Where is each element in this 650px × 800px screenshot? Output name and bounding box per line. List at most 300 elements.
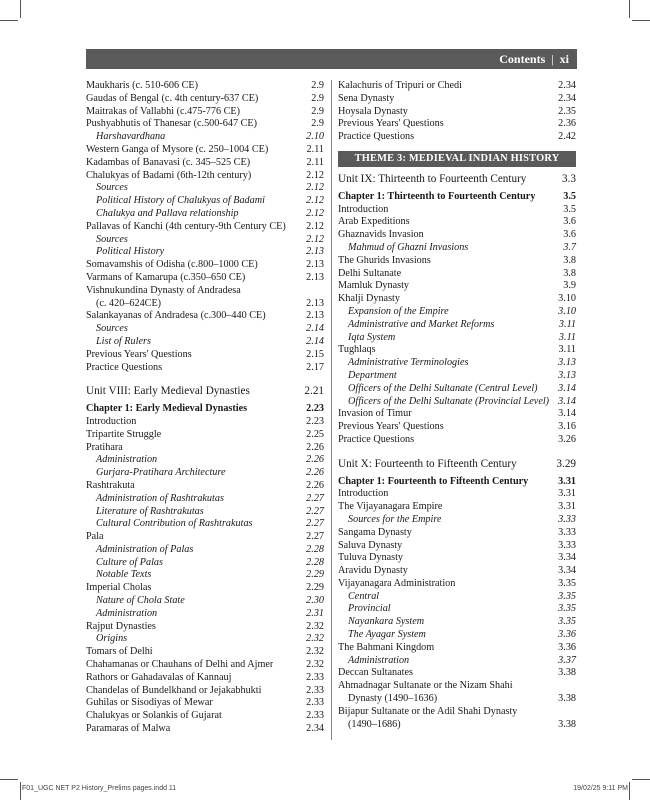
- toc-entry-page: 3.38: [558, 693, 576, 705]
- toc-entry-page: 2.32: [306, 659, 324, 671]
- toc-entry-page: 3.14: [558, 395, 576, 407]
- toc-entry-label: The Ghurids Invasions: [338, 254, 431, 266]
- toc-entry: [338, 552, 576, 565]
- toc-right-top-list: [338, 80, 576, 144]
- toc-entry-label: Chahamanas or Chauhans of Delhi and Ajmer: [86, 659, 274, 671]
- toc-entry: [86, 480, 324, 493]
- toc-entry-label: Administration: [96, 454, 158, 466]
- toc-entry: [86, 608, 324, 621]
- footer-timestamp: 19/02/25 9:11 PM: [573, 785, 628, 792]
- toc-entry-label: Introduction: [86, 415, 137, 427]
- toc-entry-page: 2.27: [306, 505, 324, 517]
- toc-entry-page: 3.6: [563, 229, 576, 241]
- toc-right-main-list: [338, 173, 576, 731]
- toc-entry: [86, 454, 324, 467]
- toc-entry-label: Invasion of Timur: [338, 408, 412, 420]
- toc-entry-label: Guhilas or Sisodiyas of Mewar: [86, 697, 213, 709]
- toc-entry-label: Administration of Rashtrakutas: [96, 492, 224, 504]
- toc-entry-label: Expansion of the Empire: [348, 305, 449, 317]
- toc-entry: [338, 306, 576, 319]
- toc-entry: [86, 182, 324, 195]
- toc-entry-page: 2.12: [306, 233, 324, 245]
- toc-entry-label: Tomars of Delhi: [86, 646, 153, 658]
- toc-entry-page: 2.33: [306, 684, 324, 696]
- toc-entry-page: 2.12: [306, 195, 324, 207]
- toc-entry-label: Provincial: [348, 603, 391, 615]
- toc-entry: [86, 131, 324, 144]
- toc-entry-page: 3.11: [558, 344, 576, 356]
- toc-entry-page: 3.31: [558, 501, 576, 513]
- column-divider: [331, 80, 332, 740]
- toc-entry-page: 2.31: [306, 607, 324, 619]
- running-header: [86, 49, 577, 69]
- toc-entry-label: Vijayanagara Administration: [338, 577, 456, 589]
- toc-entry: [338, 370, 576, 383]
- toc-entry-label: Practice Questions: [86, 361, 163, 373]
- toc-entry-page: 2.9: [311, 105, 324, 117]
- toc-entry: [86, 429, 324, 442]
- toc-entry: [86, 442, 324, 455]
- toc-entry-label: Administration: [96, 607, 158, 619]
- crop-mark: [632, 20, 650, 21]
- toc-entry: [86, 221, 324, 234]
- toc-entry-page: 2.11: [306, 143, 324, 155]
- toc-entry: [86, 246, 324, 259]
- toc-entry: [86, 259, 324, 272]
- toc-entry-label: Mahmud of Ghazni Invasions: [348, 241, 469, 253]
- toc-entry-label: Nature of Chola State: [96, 595, 185, 607]
- header-page-number: xi: [559, 52, 569, 66]
- toc-entry-page: 3.14: [558, 382, 576, 394]
- toc-entry-page: 2.21: [304, 385, 324, 398]
- toc-entry-label: Chalukya and Pallava relationship: [96, 207, 239, 219]
- toc-entry-label: Delhi Sultanate: [338, 267, 402, 279]
- toc-entry-label: Political History of Chalukyas of Badami: [96, 195, 265, 207]
- toc-entry-label: Ghaznavids Invasion: [338, 229, 424, 241]
- toc-chapter-entry: [86, 403, 324, 416]
- toc-entry-page: 2.30: [306, 595, 324, 607]
- toc-entry-label: Western Ganga of Mysore (c. 250–1004 CE): [86, 143, 269, 155]
- toc-entry: [338, 332, 576, 345]
- toc-entry: [86, 723, 324, 736]
- toc-entry: [86, 349, 324, 362]
- header-separator: |: [551, 52, 554, 66]
- toc-entry-label: Literature of Rashtrakutas: [96, 505, 204, 517]
- toc-entry: [86, 506, 324, 519]
- toc-entry-page: 3.13: [558, 369, 576, 381]
- toc-entry-page: 2.32: [306, 646, 324, 658]
- toc-entry-page: 2.9: [311, 118, 324, 130]
- footer-file-info: F01_UGC NET P2 History_Prelims pages.indd 11: [22, 785, 177, 792]
- toc-entry: [338, 357, 576, 370]
- toc-entry-label: Pushyabhutis of Thanesar (c.500-647 CE): [86, 118, 257, 130]
- toc-entry: [338, 242, 576, 255]
- toc-entry: [86, 298, 324, 311]
- toc-entry: [86, 208, 324, 221]
- toc-entry-label: Practice Questions: [338, 131, 415, 143]
- toc-entry-label: Aravidu Dynasty: [338, 565, 408, 577]
- toc-entry: [338, 501, 576, 514]
- toc-right-column: [338, 80, 576, 731]
- header-title: Contents: [499, 52, 546, 66]
- toc-entry-label: Practice Questions: [338, 433, 415, 445]
- toc-entry-page: 2.34: [558, 80, 576, 91]
- toc-entry-page: 3.37: [558, 654, 576, 666]
- toc-entry-page: 2.11: [306, 156, 324, 168]
- toc-entry-label: Maukharis (c. 510-606 CE): [86, 80, 199, 91]
- toc-entry-page: 2.26: [306, 467, 324, 479]
- toc-entry-label: Central: [348, 590, 380, 602]
- toc-entry-page: 2.28: [306, 556, 324, 568]
- toc-entry-label: Varmans of Kamarupa (c.350–650 CE): [86, 271, 246, 283]
- toc-entry-label: Maitrakas of Vallabhi (c.475-776 CE): [86, 105, 240, 117]
- toc-entry-label: Salankayanas of Andradesa (c.300–440 CE): [86, 310, 266, 322]
- toc-unit-entry: [338, 173, 576, 186]
- toc-entry: [338, 255, 576, 268]
- toc-entry: [338, 421, 576, 434]
- toc-entry: [338, 642, 576, 655]
- toc-entry: [338, 655, 576, 668]
- toc-entry-label: Sources: [96, 323, 128, 335]
- toc-entry-label: Chapter 1: Fourteenth to Fifteenth Century: [338, 475, 529, 487]
- theme-heading-bar: THEME 3: MEDIEVAL INDIAN HISTORY: [338, 151, 576, 167]
- toc-entry-label: Introduction: [338, 203, 389, 215]
- toc-entry-label: Khalji Dynasty: [338, 293, 400, 305]
- toc-entry: [338, 719, 576, 732]
- toc-entry: [338, 514, 576, 527]
- toc-entry-page: 3.6: [563, 216, 576, 228]
- toc-entry-label: Administrative and Market Reforms: [348, 318, 495, 330]
- toc-entry: [86, 416, 324, 429]
- toc-entry-label: Sangama Dynasty: [338, 526, 412, 538]
- toc-entry-label: Chalukyas or Solankis of Gujarat: [86, 710, 222, 722]
- toc-entry: [86, 157, 324, 170]
- toc-entry: [86, 310, 324, 323]
- toc-entry: [338, 131, 576, 144]
- toc-entry: [86, 697, 324, 710]
- toc-entry: [86, 710, 324, 723]
- toc-entry-page: 2.10: [306, 131, 324, 143]
- toc-entry: [86, 518, 324, 531]
- toc-entry: [86, 557, 324, 570]
- toc-entry: [338, 268, 576, 281]
- toc-entry-page: 3.7: [563, 241, 576, 253]
- toc-entry-page: 2.27: [306, 531, 324, 543]
- toc-entry: [86, 336, 324, 349]
- toc-entry-label: Arab Expeditions: [338, 216, 410, 228]
- toc-entry: [338, 204, 576, 217]
- toc-entry: [338, 106, 576, 119]
- toc-entry: [86, 544, 324, 557]
- toc-entry-page: 2.12: [306, 220, 324, 232]
- toc-entry: [86, 144, 324, 157]
- toc-entry: [86, 621, 324, 634]
- toc-entry-label: Previous Years' Questions: [86, 348, 192, 360]
- toc-entry-label: (1490–1686): [348, 718, 401, 730]
- toc-entry-label: Cultural Contribution of Rashtrakutas: [96, 518, 253, 530]
- toc-entry-page: 2.32: [306, 633, 324, 645]
- toc-entry: [86, 685, 324, 698]
- toc-entry-label: Sources: [96, 182, 128, 194]
- toc-entry-page: 2.42: [558, 131, 576, 143]
- toc-entry: [338, 565, 576, 578]
- toc-entry: [86, 323, 324, 336]
- toc-entry-label: Unit X: Fourteenth to Fifteenth Century: [338, 457, 517, 470]
- toc-entry-page: 2.14: [306, 323, 324, 335]
- toc-entry-page: 3.8: [563, 267, 576, 279]
- toc-entry-label: Introduction: [338, 488, 389, 500]
- toc-entry: [86, 569, 324, 582]
- toc-entry: [338, 667, 576, 680]
- toc-entry: [86, 531, 324, 544]
- toc-entry-label: Gaudas of Bengal (c. 4th century-637 CE): [86, 92, 259, 104]
- toc-entry-page: 2.27: [306, 492, 324, 504]
- toc-entry: [86, 672, 324, 685]
- toc-entry-label: Administration of Palas: [96, 543, 194, 555]
- toc-entry-page: 3.5: [563, 190, 576, 202]
- toc-entry-label: Nayankara System: [348, 616, 425, 628]
- toc-entry: [338, 319, 576, 332]
- toc-entry-label: Sena Dynasty: [338, 92, 395, 104]
- toc-entry-page: 3.36: [558, 641, 576, 653]
- toc-entry-page: 2.9: [311, 80, 324, 91]
- toc-entry: [86, 106, 324, 119]
- toc-chapter-entry: [338, 476, 576, 489]
- toc-entry-page: 3.11: [558, 331, 576, 343]
- toc-entry: [338, 578, 576, 591]
- toc-entry-page: 2.29: [306, 569, 324, 581]
- crop-mark: [632, 779, 650, 780]
- toc-entry: [338, 693, 576, 706]
- toc-entry-page: 2.13: [306, 271, 324, 283]
- toc-entry-label: Kalachuris of Tripuri or Chedi: [338, 80, 462, 91]
- toc-entry-label: Somavamshis of Odisha (c.800–1000 CE): [86, 259, 258, 271]
- toc-entry: [338, 216, 576, 229]
- toc-entry-label: Iqta System: [348, 331, 396, 343]
- toc-entry-page: 3.38: [558, 667, 576, 679]
- toc-entry-label: Tughlaqs: [338, 344, 376, 356]
- toc-entry-page: 3.3: [562, 172, 576, 185]
- toc-entry-label: Origins: [96, 633, 128, 645]
- toc-entry-page: 3.13: [558, 357, 576, 369]
- toc-entry-label: Ahmadnagar Sultanate or the Nizam Shahi: [338, 680, 513, 692]
- toc-entry: [338, 280, 576, 293]
- toc-entry-label: Officers of the Delhi Sultanate (Central Level): [348, 382, 538, 394]
- toc-entry-label: Sources: [96, 233, 128, 245]
- toc-entry: [86, 80, 324, 93]
- toc-entry: [86, 595, 324, 608]
- toc-entry-page: 3.10: [558, 305, 576, 317]
- toc-entry-label: Chapter 1: Early Medieval Dynasties: [86, 403, 248, 415]
- toc-entry: [86, 582, 324, 595]
- toc-entry-page: 3.10: [558, 293, 576, 305]
- toc-entry-page: 3.35: [558, 616, 576, 628]
- toc-entry-page: 2.29: [306, 582, 324, 594]
- toc-entry-page: 3.35: [558, 603, 576, 615]
- toc-entry-page: 3.31: [558, 475, 576, 487]
- toc-entry: [338, 616, 576, 629]
- toc-entry: [338, 591, 576, 604]
- toc-entry: [86, 285, 324, 298]
- toc-entry-page: 2.33: [306, 697, 324, 709]
- toc-entry-page: 2.26: [306, 441, 324, 453]
- toc-entry: [338, 408, 576, 421]
- toc-entry: [86, 195, 324, 208]
- toc-entry-label: Culture of Palas: [96, 556, 163, 568]
- toc-entry-page: 2.34: [306, 723, 324, 735]
- toc-entry-page: 2.23: [306, 415, 324, 427]
- toc-entry-page: 3.5: [563, 203, 576, 215]
- toc-entry-page: 2.36: [558, 118, 576, 130]
- toc-entry-page: 2.15: [306, 348, 324, 360]
- toc-entry-page: 3.35: [558, 577, 576, 589]
- toc-entry-page: 2.26: [306, 454, 324, 466]
- toc-entry: [338, 396, 576, 409]
- toc-entry-page: 3.8: [563, 254, 576, 266]
- crop-mark: [0, 779, 18, 780]
- toc-entry-page: 3.14: [558, 408, 576, 420]
- toc-entry-label: Department: [348, 369, 397, 381]
- toc-entry-label: Deccan Sultanates: [338, 667, 413, 679]
- toc-entry: [338, 527, 576, 540]
- toc-entry-page: 3.11: [558, 318, 576, 330]
- toc-entry-label: Pallavas of Kanchi (4th century-9th Century CE): [86, 220, 286, 232]
- toc-entry-page: 3.34: [558, 565, 576, 577]
- toc-entry-page: 2.12: [306, 207, 324, 219]
- toc-entry-page: 3.33: [558, 539, 576, 551]
- toc-entry: [86, 234, 324, 247]
- crop-mark: [0, 20, 18, 21]
- toc-entry-page: 3.33: [558, 513, 576, 525]
- toc-entry-page: 2.14: [306, 335, 324, 347]
- toc-entry-label: The Ayagar System: [348, 629, 426, 641]
- toc-entry-label: Administrative Terminologies: [348, 357, 469, 369]
- toc-entry-label: The Bahmani Kingdom: [338, 641, 435, 653]
- toc-entry-page: 2.25: [306, 428, 324, 440]
- toc-entry-page: 2.13: [306, 246, 324, 258]
- toc-entry: [86, 659, 324, 672]
- toc-entry: [86, 362, 324, 375]
- toc-entry-label: Paramaras of Malwa: [86, 723, 171, 735]
- toc-entry-label: Vishnukundina Dynasty of Andradesa: [86, 284, 241, 296]
- toc-entry-label: Chapter 1: Thirteenth to Fourteenth Century: [338, 190, 536, 202]
- toc-entry-page: 2.34: [558, 92, 576, 104]
- toc-entry-page: 2.13: [306, 259, 324, 271]
- toc-entry: [86, 272, 324, 285]
- toc-entry-label: Officers of the Delhi Sultanate (Provincial Level): [348, 395, 550, 407]
- toc-entry-label: Notable Texts: [96, 569, 152, 581]
- toc-entry-page: 3.9: [563, 280, 576, 292]
- toc-entry-label: Imperial Cholas: [86, 582, 152, 594]
- toc-entry-label: Unit VIII: Early Medieval Dynasties: [86, 385, 250, 398]
- toc-entry-label: Pala: [86, 531, 104, 543]
- toc-entry-label: Political History: [96, 246, 165, 258]
- toc-entry-label: Dynasty (1490–1636): [348, 693, 438, 705]
- toc-entry-label: Chalukyas of Badami (6th-12th century): [86, 169, 252, 181]
- toc-entry-page: 2.17: [306, 361, 324, 373]
- toc-entry-page: 2.23: [306, 403, 324, 415]
- toc-left-column: [86, 80, 324, 736]
- toc-entry-label: Previous Years' Questions: [338, 118, 444, 130]
- toc-entry-label: Kadambas of Banavasi (c. 345–525 CE): [86, 156, 251, 168]
- toc-entry-label: Mamluk Dynasty: [338, 280, 410, 292]
- toc-entry-label: Rajput Dynasties: [86, 620, 156, 632]
- toc-entry-page: 2.35: [558, 105, 576, 117]
- toc-entry-label: Pratihara: [86, 441, 123, 453]
- toc-entry: [338, 629, 576, 642]
- toc-entry-page: 3.26: [558, 433, 576, 445]
- toc-entry-page: 2.32: [306, 620, 324, 632]
- toc-entry: [338, 383, 576, 396]
- toc-entry: [86, 646, 324, 659]
- toc-entry: [338, 603, 576, 616]
- toc-entry-page: 3.31: [558, 488, 576, 500]
- toc-entry-label: Sources for the Empire: [348, 513, 442, 525]
- toc-entry-label: (c. 420–624CE): [96, 297, 162, 309]
- toc-entry-page: 2.33: [306, 710, 324, 722]
- toc-entry-label: Tuluva Dynasty: [338, 552, 403, 564]
- crop-mark: [629, 0, 630, 18]
- toc-entry-label: Saluva Dynasty: [338, 539, 403, 551]
- toc-entry-label: Gurjara-Pratihara Architecture: [96, 467, 226, 479]
- toc-entry-label: Rashtrakuta: [86, 479, 135, 491]
- toc-entry-page: 3.34: [558, 552, 576, 564]
- toc-entry: [338, 540, 576, 553]
- toc-unit-entry: [338, 458, 576, 471]
- toc-entry: [338, 93, 576, 106]
- toc-entry-page: 3.36: [558, 629, 576, 641]
- toc-entry-page: 2.9: [311, 92, 324, 104]
- toc-entry-page: 2.28: [306, 543, 324, 555]
- toc-entry-page: 2.12: [306, 169, 324, 181]
- toc-entry: [338, 680, 576, 693]
- toc-entry: [86, 467, 324, 480]
- toc-entry-page: 2.13: [306, 297, 324, 309]
- toc-entry-page: 2.33: [306, 671, 324, 683]
- toc-entry-page: 3.16: [558, 421, 576, 433]
- toc-entry-label: List of Rulers: [96, 335, 151, 347]
- toc-entry: [338, 80, 576, 93]
- toc-entry-page: 3.38: [558, 718, 576, 730]
- toc-entry-label: Harshavardhana: [96, 131, 166, 143]
- toc-entry-label: The Vijayanagara Empire: [338, 501, 443, 513]
- toc-entry: [338, 229, 576, 242]
- toc-entry: [338, 706, 576, 719]
- toc-entry: [86, 93, 324, 106]
- toc-entry: [86, 633, 324, 646]
- toc-entry: [338, 434, 576, 447]
- toc-entry-page: 3.29: [556, 457, 576, 470]
- toc-entry-label: Bijapur Sultanate or the Adil Shahi Dynasty: [338, 705, 518, 717]
- toc-entry: [338, 118, 576, 131]
- toc-entry: [86, 170, 324, 183]
- crop-mark: [20, 782, 21, 800]
- toc-entry-page: 3.35: [558, 590, 576, 602]
- toc-entry-page: 2.26: [306, 479, 324, 491]
- toc-entry-label: Chandelas of Bundelkhand or Jejakabhukti: [86, 684, 262, 696]
- toc-chapter-entry: [338, 191, 576, 204]
- toc-entry: [86, 493, 324, 506]
- toc-entry: [338, 293, 576, 306]
- toc-entry-label: Hoysala Dynasty: [338, 105, 408, 117]
- toc-entry: [338, 488, 576, 501]
- toc-entry-page: 2.12: [306, 182, 324, 194]
- toc-unit-entry: [86, 385, 324, 398]
- toc-entry: [86, 118, 324, 131]
- crop-mark: [629, 782, 630, 800]
- toc-entry-page: 2.13: [306, 310, 324, 322]
- toc-entry-label: Administration: [348, 654, 410, 666]
